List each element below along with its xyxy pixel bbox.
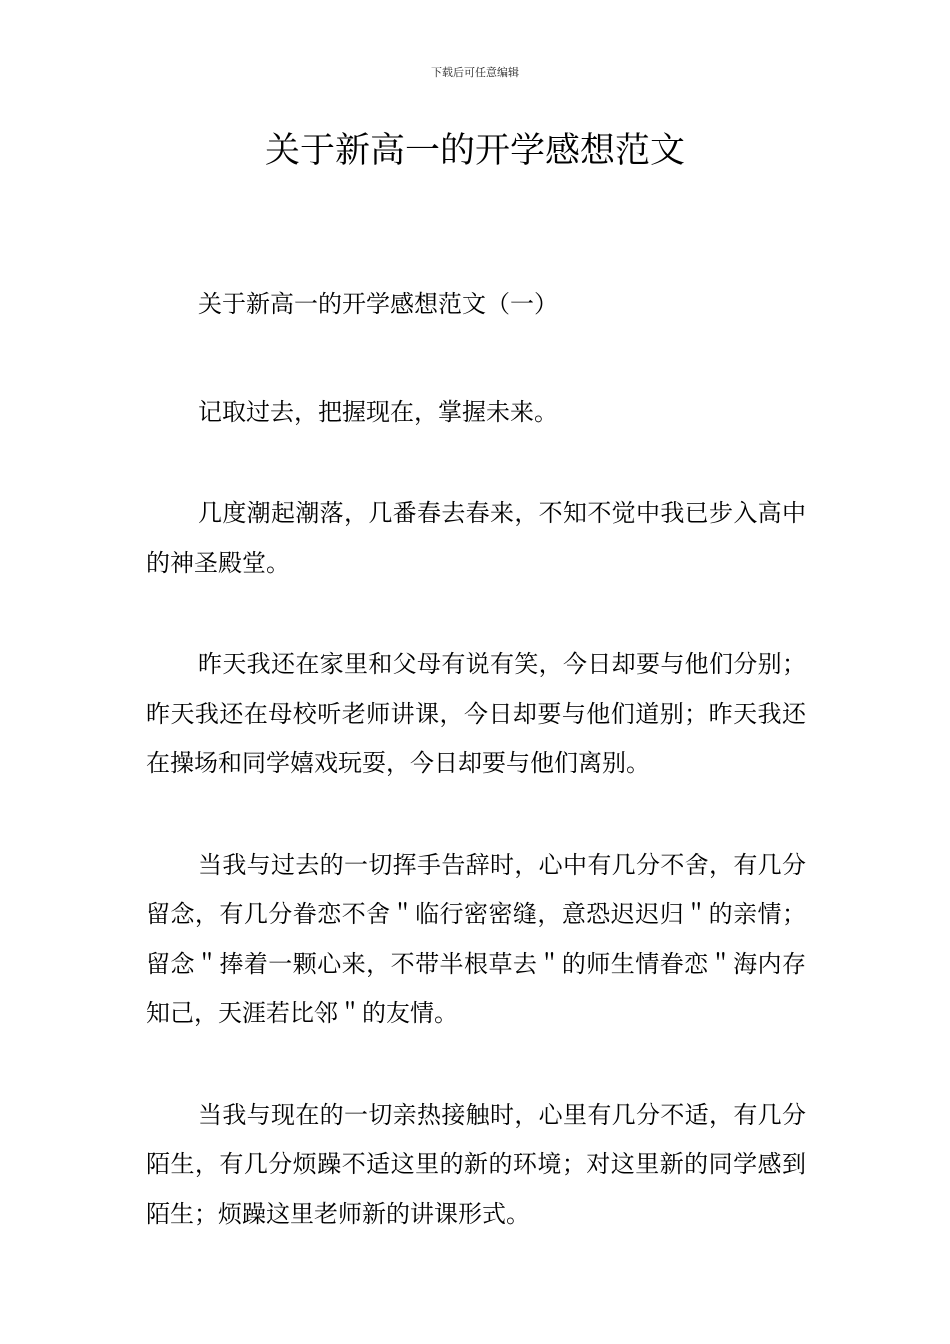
header-note: 下载后可任意编辑 [431,66,519,79]
paragraph: 昨天我还在家里和父母有说有笑，今日却要与他们分别；昨天我还在母校听老师讲课，今日却要与他们道别；昨天我还在操场和同学嬉戏玩耍，今日却要与他们离别。 [146,650,806,777]
document-title: 关于新高一的开学感想范文 [264,131,685,171]
section-heading: 关于新高一的开学感想范文（一） [198,290,558,318]
paragraph: 当我与过去的一切挥手告辞时，心中有几分不舍，有几分留念，有几分眷恋不舍＂临行密密缝，意恐迟迟归＂的亲情；留念＂捧着一颗心来，不带半根草去＂的师生情眷恋＂海内存知己，天涯若比邻＂的友情。 [146,850,806,1027]
paragraph: 当我与现在的一切亲热接触时，心里有几分不适，有几分陌生，有几分烦躁不适这里的新的环境；对这里新的同学感到陌生；烦躁这里老师新的讲课形式。 [146,1100,806,1228]
paragraph: 几度潮起潮落，几番春去春来，不知不觉中我已步入高中的神圣殿堂。 [146,499,806,577]
paragraph: 记取过去，把握现在，掌握未来。 [198,397,558,426]
document-body [146,280,806,1291]
